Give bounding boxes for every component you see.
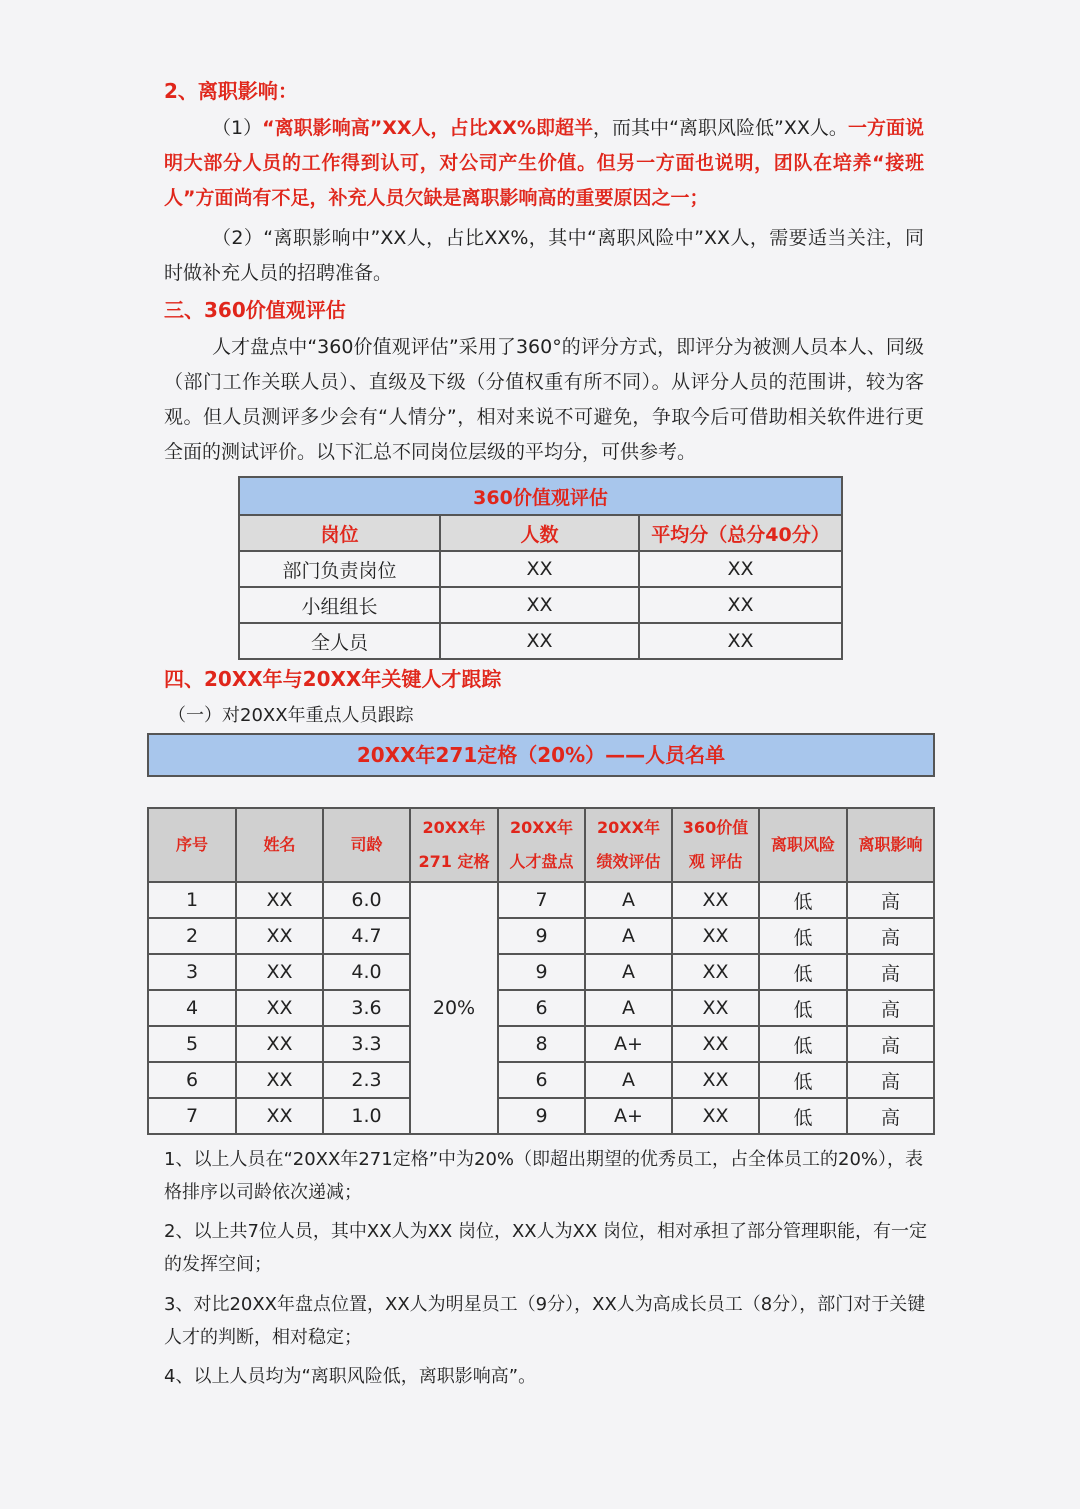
column-header: 岗位 [239, 515, 440, 551]
personnel-table-body [148, 882, 934, 1134]
table-cell: XX [236, 1062, 323, 1098]
table-cell: XX [236, 882, 323, 918]
table-cell: 低 [759, 954, 847, 990]
column-header: 20XX年 271 定格 [410, 808, 498, 882]
table-cell: 低 [759, 918, 847, 954]
table-cell: 高 [847, 1062, 934, 1098]
table-cell: XX [639, 587, 842, 623]
column-header: 离职影响 [847, 808, 934, 882]
column-header: 离职风险 [759, 808, 847, 882]
table-cell: 低 [759, 990, 847, 1026]
table-cell: 6 [498, 1062, 585, 1098]
table-cell: 9 [498, 1098, 585, 1134]
table-cell: XX [236, 1026, 323, 1062]
table-cell: 6 [148, 1062, 236, 1098]
table-cell: 6 [498, 990, 585, 1026]
table-cell: A [585, 918, 672, 954]
table-cell: 3 [148, 954, 236, 990]
p1-black-text: ，而其中“离职风险低”XX人。 [593, 117, 848, 139]
table-cell: A [585, 882, 672, 918]
table-row [148, 1098, 934, 1134]
table-cell: XX [672, 1098, 759, 1134]
table-cell: 4.7 [323, 918, 410, 954]
table-cell: 全人员 [239, 623, 440, 659]
table-cell: 8 [498, 1026, 585, 1062]
table-cell: XX [440, 623, 639, 659]
section-2-paragraph-2: （2）“离职影响中”XX人，占比XX%，其中“离职风险中”XX人，需要适当关注，同时做补充人员的招聘准备。 [164, 227, 924, 284]
column-header: 姓名 [236, 808, 323, 882]
section-3-heading: 三、360价值观评估 [164, 298, 346, 322]
table-cell: 高 [847, 882, 934, 918]
personnel-list-banner: 20XX年271定格（20%）——人员名单 [147, 733, 935, 777]
table-cell: XX [236, 918, 323, 954]
table-cell: A [585, 954, 672, 990]
note-2: 2、以上共7位人员，其中XX人为XX 岗位，XX人为XX 岗位，相对承担了部分管理职能，有一定的发挥空间； [164, 1221, 927, 1275]
table-cell: 1.0 [323, 1098, 410, 1134]
table-cell: 4 [148, 990, 236, 1026]
column-header: 序号 [148, 808, 236, 882]
table-cell: XX [440, 587, 639, 623]
table-cell: 低 [759, 1098, 847, 1134]
merged-271-cell: 20% [410, 882, 498, 1134]
table-cell: XX [236, 990, 323, 1026]
column-header: 360价值 观 评估 [672, 808, 759, 882]
table-cell: 7 [148, 1098, 236, 1134]
table-cell: 高 [847, 990, 934, 1026]
personnel-table [147, 807, 935, 1135]
table-cell: 部门负责岗位 [239, 551, 440, 587]
table-row [239, 587, 842, 623]
table-cell: 9 [498, 918, 585, 954]
table-row [148, 1026, 934, 1062]
table-cell: 3.6 [323, 990, 410, 1026]
column-header: 20XX年 人才盘点 [498, 808, 585, 882]
table-title-row [239, 477, 842, 515]
table-row [148, 918, 934, 954]
table-row [239, 623, 842, 659]
table-cell: 1 [148, 882, 236, 918]
section-2-heading: 2、离职影响： [164, 79, 298, 103]
column-header: 司龄 [323, 808, 410, 882]
note-1: 1、以上人员在“20XX年271定格”中为20%（即超出期望的优秀员工，占全体员工的20%），表格排序以司龄依次递减； [164, 1149, 924, 1203]
table-row [148, 990, 934, 1026]
table-cell: XX [440, 551, 639, 587]
table-title: 360价值观评估 [239, 477, 842, 515]
column-header: 平均分（总分40分） [639, 515, 842, 551]
table-cell: 5 [148, 1026, 236, 1062]
table-cell: XX [672, 954, 759, 990]
table-cell: XX [639, 551, 842, 587]
note-4: 4、以上人员均为“离职风险低，离职影响高”。 [164, 1366, 537, 1387]
table-cell: 高 [847, 1098, 934, 1134]
p1-red-highlight-a: “离职影响高”XX人，占比XX%即超半 [262, 117, 593, 139]
table-cell: 4.0 [323, 954, 410, 990]
table-cell: 低 [759, 882, 847, 918]
table-cell: 9 [498, 954, 585, 990]
table-row [239, 551, 842, 587]
table-cell: XX [672, 882, 759, 918]
table-cell: 低 [759, 1062, 847, 1098]
table-cell: XX [672, 918, 759, 954]
section-4-subheading: （一）对20XX年重点人员跟踪 [168, 705, 414, 726]
table-cell: A [585, 1062, 672, 1098]
p1-red-highlight-b: 一方面说 明大部分人员的工作得到认可，对公司产生价值。但另一方面也说明，团队在培养“接班 人”方面尚有不足，补充人员欠缺是离职影响高的重要原因之一； [164, 117, 924, 209]
table-cell: 高 [847, 1026, 934, 1062]
table-cell: 高 [847, 918, 934, 954]
column-header: 人数 [440, 515, 639, 551]
table-cell: 6.0 [323, 882, 410, 918]
table-cell: XX [639, 623, 842, 659]
section-4-heading: 四、20XX年与20XX年关键人才跟踪 [164, 667, 502, 691]
table-cell: XX [672, 990, 759, 1026]
table-cell: XX [236, 954, 323, 990]
table-cell: XX [672, 1026, 759, 1062]
p1-prefix: （1） [212, 117, 263, 139]
table-row [148, 882, 934, 918]
table-cell: 高 [847, 954, 934, 990]
table-cell: A+ [585, 1098, 672, 1134]
table-cell: A+ [585, 1026, 672, 1062]
column-header: 20XX年 绩效评估 [585, 808, 672, 882]
table-cell: 小组组长 [239, 587, 440, 623]
value-assessment-table [238, 476, 843, 660]
table-cell: A [585, 990, 672, 1026]
section-2-paragraph-1 [164, 111, 924, 216]
section-3-paragraph: 人才盘点中“360价值观评估”采用了360°的评分方式，即评分为被测人员本人、同级（部门工作关联人员）、直级及下级（分值权重有所不同）。从评分人员的范围讲，较为客观。但人员测评多少会有“人情分”，相对来说不可避免，争取今后可借助相关软件进行更全面的测试评价。以下汇总不同岗位层级的平均分，可供参考。 [164, 336, 924, 463]
table-row [148, 1062, 934, 1098]
table-cell: XX [672, 1062, 759, 1098]
note-3: 3、对比20XX年盘点位置，XX人为明星员工（9分），XX人为高成长员工（8分），部门对于关键人才的判断，相对稳定； [164, 1294, 926, 1348]
table-cell: XX [236, 1098, 323, 1134]
table-cell: 7 [498, 882, 585, 918]
table-cell: 低 [759, 1026, 847, 1062]
table-cell: 3.3 [323, 1026, 410, 1062]
personnel-header-row [148, 808, 934, 882]
table-cell: 2.3 [323, 1062, 410, 1098]
table-row [148, 954, 934, 990]
table-cell: 2 [148, 918, 236, 954]
table-header-row [239, 515, 842, 551]
